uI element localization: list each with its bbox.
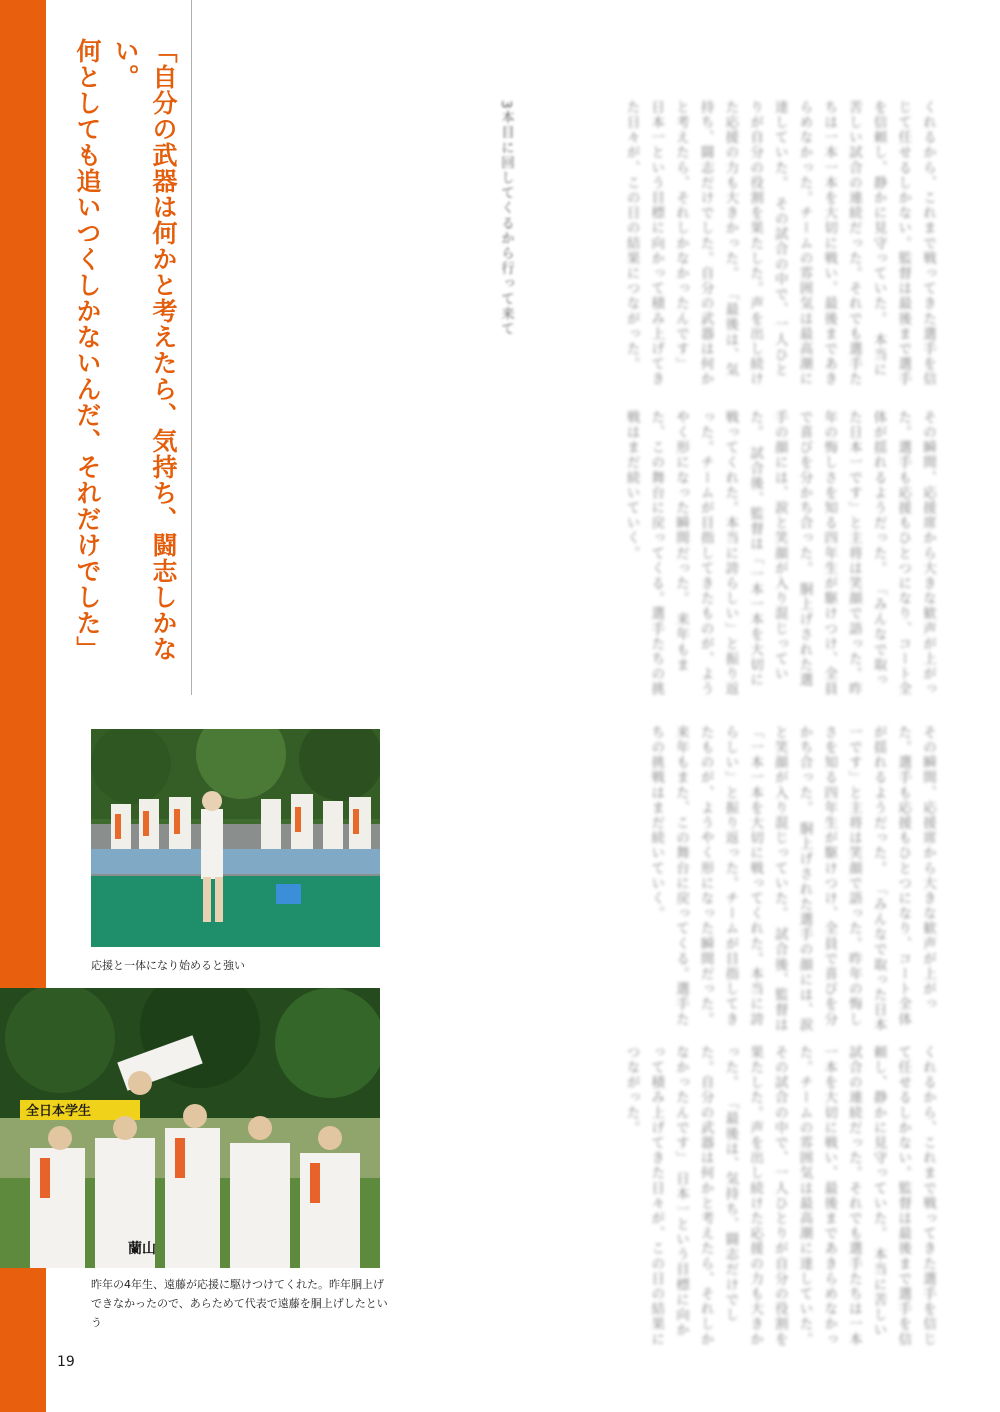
article-body-bottom: その瞬間、応援席から大きな歓声が上がった。選手も応援もひとつになり、コート全体が揺れるようだった。 「みんなで取った日本一です」と主将は笑顔で語った。昨年の悔しさを知る四年生が駆けつけ、全員で喜びを分かち合った。 胴上げされた選手の顔には、涙と笑顔が入り混じっていた。 試合後、監督は「一本一本を大切に戦ってくれた。本当に誇らしい」と振り返った。チームが目指してきたものが、ようやく形になった瞬間だった。 来年もまた、この舞台に戻ってくる。選手たちの挑戦はまだ続いていく。 bbox=[648, 725, 936, 1033]
quote-divider-line bbox=[191, 0, 192, 695]
photo-team-cheering bbox=[91, 729, 380, 947]
photo-caption-2: 昨年の4年生、遠藤が応援に駆けつけてくれた。昨年胴上げできなかったので、あらためて代表で遠藤を胴上げしたという bbox=[91, 1278, 388, 1329]
article-body-lower: その瞬間、応援席から大きな歓声が上がった。選手も応援もひとつになり、コート全体が揺れるようだった。 「みんなで取った日本一です」と主将は笑顔で語った。昨年の悔しさを知る四年生が駆けつけ、全員で喜びを分かち合った。 胴上げされた選手の顔には、涙と笑顔が入り混じっていた。 試合後、監督は「一本一本を大切に戦ってくれた。本当に誇らしい」と振り返った。チームが目指してきたものが、ようやく形になった瞬間だった。 来年もまた、この舞台に戻ってくる。選手たちの挑戦はまだ続いていく。 bbox=[623, 410, 936, 697]
photo-celebration-toss bbox=[0, 988, 380, 1268]
photo2-banner-text: 全日本学生 bbox=[26, 1104, 92, 1119]
photo-caption-1: 応援と一体になり始めると強い bbox=[91, 959, 245, 972]
pull-quote-line-1: 「自分の武器は何かと考えたら、気持ち、闘志しかない。 bbox=[111, 38, 178, 662]
pull-quote-line-2: 何としても追いつくしかないんだ、それだけでした」 bbox=[73, 38, 102, 662]
svg-text:蘭山: 蘭山 bbox=[128, 1241, 156, 1257]
article-body-upper: くれるから、これまで戦ってきた選手を信じて任せるしかない。監督は最後まで選手を信頼し、静かに見守っていた。 本当に苦しい試合の連続だった。それでも選手たちは一本一本を大切に戦い、最後まであきらめなかった。チームの雰囲気は最高潮に達していた。 その試合の中で、一人ひとりが自分の役割を果たした。声を出し続けた応援の力も大きかった。 「最後は、気持ち、闘志だけでした。自分の武器は何かと考えたら、それしかなかったんです」 日本一という目標に向かって積み上げてきた日々が、この日の結果につながった。 bbox=[623, 100, 936, 387]
page-number: 19 bbox=[57, 1354, 75, 1370]
article-body-middle-line: 3本目に回してくるから行って来て bbox=[498, 100, 514, 337]
article-body-last: くれるから、これまで戦ってきた選手を信じて任せるしかない。監督は最後まで選手を信頼し、静かに見守っていた。 本当に苦しい試合の連続だった。それでも選手たちは一本一本を大切に戦い、最後まであきらめなかった。チームの雰囲気は最高潮に達していた。 その試合の中で、一人ひとりが自分の役割を果たした。声を出し続けた応援の力も大きかった。 「最後は、気持ち、闘志だけでした。自分の武器は何かと考えたら、それしかなかったんです」 日本一という目標に向かって積み上げてきた日々が、この日の結果につながった。 bbox=[623, 1045, 936, 1347]
